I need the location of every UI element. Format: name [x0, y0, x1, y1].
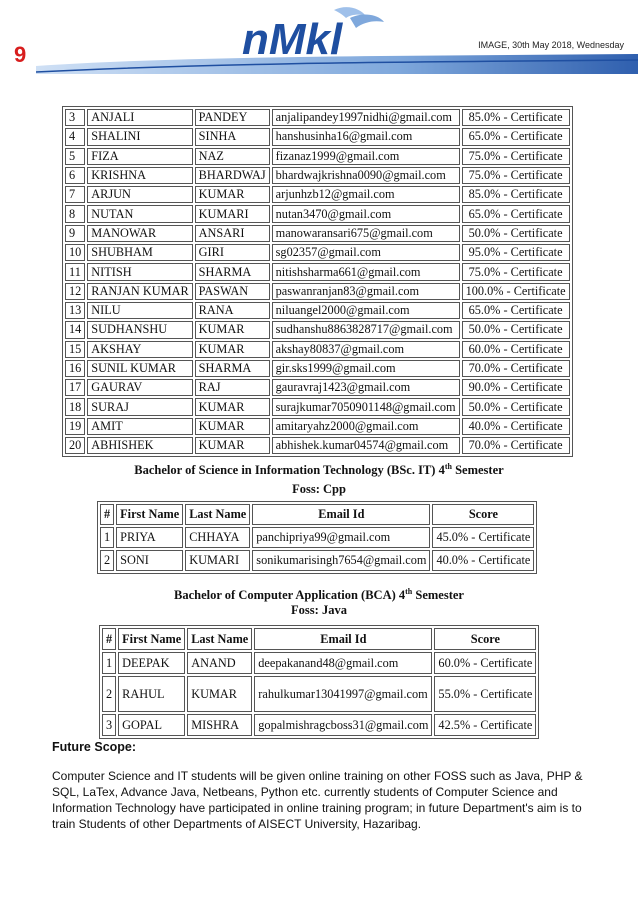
- last-name-cell: RAJ: [195, 379, 270, 396]
- bca-foss-label: Foss: Java: [291, 603, 347, 617]
- score-cell: 90.0% - Certificate: [462, 379, 570, 396]
- last-name-cell: ANSARI: [195, 225, 270, 242]
- email-cell: gauravraj1423@gmail.com: [272, 379, 460, 396]
- table-row: [65, 341, 570, 358]
- last-name-cell: KUMAR: [195, 398, 270, 415]
- email-cell: gir.sks1999@gmail.com: [272, 360, 460, 377]
- table-row: [65, 167, 570, 184]
- first-name-cell: DEEPAK: [118, 652, 185, 674]
- last-name-cell: SHARMA: [195, 360, 270, 377]
- row-number: 8: [65, 205, 85, 222]
- first-name-cell: SUNIL KUMAR: [87, 360, 192, 377]
- email-cell: hanshusinha16@gmail.com: [272, 128, 460, 145]
- first-name-cell: SURAJ: [87, 398, 192, 415]
- bscit-results-table: [97, 501, 537, 574]
- row-number: 6: [65, 167, 85, 184]
- score-cell: 55.0% - Certificate: [434, 676, 536, 712]
- first-name-cell: GAURAV: [87, 379, 192, 396]
- table-row: [65, 244, 570, 261]
- row-number: 2: [102, 676, 116, 712]
- table-row: [65, 418, 570, 435]
- row-number: 18: [65, 398, 85, 415]
- future-scope-heading: Future Scope:: [52, 740, 137, 754]
- score-cell: 70.0% - Certificate: [462, 437, 570, 454]
- score-cell: 70.0% - Certificate: [462, 360, 570, 377]
- last-name-cell: GIRI: [195, 244, 270, 261]
- score-cell: 40.0% - Certificate: [432, 550, 534, 571]
- score-cell: 60.0% - Certificate: [462, 341, 570, 358]
- column-header: #: [102, 628, 116, 650]
- bscit-section-title: Bachelor of Science in Information Technology (BSc. IT) 4th Semester: [134, 462, 504, 478]
- last-name-cell: KUMAR: [195, 321, 270, 338]
- row-number: 3: [102, 714, 116, 736]
- row-number: 4: [65, 128, 85, 145]
- first-name-cell: PRIYA: [116, 527, 183, 548]
- row-number: 3: [65, 109, 85, 126]
- column-header: Score: [432, 504, 534, 525]
- first-name-cell: FIZA: [87, 148, 192, 165]
- email-cell: rahulkumar13041997@gmail.com: [254, 676, 432, 712]
- score-cell: 65.0% - Certificate: [462, 205, 570, 222]
- score-cell: 75.0% - Certificate: [462, 263, 570, 280]
- column-header: Email Id: [254, 628, 432, 650]
- row-number: 20: [65, 437, 85, 454]
- row-number: 1: [102, 652, 116, 674]
- first-name-cell: RAHUL: [118, 676, 185, 712]
- email-cell: nitishsharma661@gmail.com: [272, 263, 460, 280]
- score-cell: 50.0% - Certificate: [462, 398, 570, 415]
- first-name-cell: RANJAN KUMAR: [87, 283, 192, 300]
- bca-results-table: [99, 625, 539, 739]
- column-header: First Name: [118, 628, 185, 650]
- email-cell: deepakanand48@gmail.com: [254, 652, 432, 674]
- first-name-cell: NILU: [87, 302, 192, 319]
- score-cell: 100.0% - Certificate: [462, 283, 570, 300]
- last-name-cell: BHARDWAJ: [195, 167, 270, 184]
- table-row: [65, 128, 570, 145]
- first-name-cell: KRISHNA: [87, 167, 192, 184]
- table-row: [100, 550, 534, 571]
- table-row: [100, 527, 534, 548]
- table-row: [65, 186, 570, 203]
- last-name-cell: CHHAYA: [185, 527, 250, 548]
- first-name-cell: ABHISHEK: [87, 437, 192, 454]
- last-name-cell: KUMARI: [185, 550, 250, 571]
- score-cell: 42.5% - Certificate: [434, 714, 536, 736]
- score-cell: 50.0% - Certificate: [462, 321, 570, 338]
- email-cell: arjunhzb12@gmail.com: [272, 186, 460, 203]
- table-row: [65, 148, 570, 165]
- email-cell: sudhanshu8863828717@gmail.com: [272, 321, 460, 338]
- last-name-cell: NAZ: [195, 148, 270, 165]
- row-number: 11: [65, 263, 85, 280]
- first-name-cell: NITISH: [87, 263, 192, 280]
- score-cell: 75.0% - Certificate: [462, 148, 570, 165]
- first-name-cell: GOPAL: [118, 714, 185, 736]
- table-header-row: [100, 504, 534, 525]
- last-name-cell: PASWAN: [195, 283, 270, 300]
- row-number: 12: [65, 283, 85, 300]
- score-cell: 85.0% - Certificate: [462, 186, 570, 203]
- row-number: 5: [65, 148, 85, 165]
- first-name-cell: SHUBHAM: [87, 244, 192, 261]
- last-name-cell: MISHRA: [187, 714, 252, 736]
- score-cell: 50.0% - Certificate: [462, 225, 570, 242]
- future-scope-text: Computer Science and IT students will be given online training on other FOSS such as Java, PHP & SQL, LaTex, Advance Java, Netbeans, Python etc. currently students of Computer Science and Information Technology have participated in online training program; in future Department's aim is to train Students of other Departments of AISECT University, Hazaribag.: [52, 769, 583, 831]
- newsletter-logo: [238, 4, 388, 68]
- column-header: Email Id: [252, 504, 430, 525]
- last-name-cell: KUMAR: [187, 676, 252, 712]
- email-cell: anjalipandey1997nidhi@gmail.com: [272, 109, 460, 126]
- last-name-cell: SINHA: [195, 128, 270, 145]
- score-cell: 45.0% - Certificate: [432, 527, 534, 548]
- row-number: 7: [65, 186, 85, 203]
- table-row: [65, 302, 570, 319]
- last-name-cell: RANA: [195, 302, 270, 319]
- email-cell: niluangel2000@gmail.com: [272, 302, 460, 319]
- score-cell: 40.0% - Certificate: [462, 418, 570, 435]
- table-row: [65, 398, 570, 415]
- table-row: [65, 283, 570, 300]
- first-name-cell: ANJALI: [87, 109, 192, 126]
- email-cell: nutan3470@gmail.com: [272, 205, 460, 222]
- score-cell: 75.0% - Certificate: [462, 167, 570, 184]
- email-cell: akshay80837@gmail.com: [272, 341, 460, 358]
- last-name-cell: KUMARI: [195, 205, 270, 222]
- last-name-cell: ANAND: [187, 652, 252, 674]
- email-cell: gopalmishragcboss31@gmail.com: [254, 714, 432, 736]
- row-number: 1: [100, 527, 114, 548]
- last-name-cell: KUMAR: [195, 418, 270, 435]
- email-cell: sonikumarisingh7654@gmail.com: [252, 550, 430, 571]
- email-cell: bhardwajkrishna0090@gmail.com: [272, 167, 460, 184]
- table-row: [65, 263, 570, 280]
- page-header: [0, 0, 638, 80]
- table-row: [65, 437, 570, 454]
- issue-date: IMAGE, 30th May 2018, Wednesday: [478, 40, 624, 50]
- table-row: [102, 676, 536, 712]
- score-cell: 60.0% - Certificate: [434, 652, 536, 674]
- table-row: [65, 379, 570, 396]
- column-header: First Name: [116, 504, 183, 525]
- email-cell: panchipriya99@gmail.com: [252, 527, 430, 548]
- row-number: 10: [65, 244, 85, 261]
- svg-text:nMkl: nMkl: [242, 15, 343, 64]
- column-header: #: [100, 504, 114, 525]
- table-row: [65, 225, 570, 242]
- column-header: Score: [434, 628, 536, 650]
- email-cell: fizanaz1999@gmail.com: [272, 148, 460, 165]
- column-header: Last Name: [187, 628, 252, 650]
- table-row: [102, 714, 536, 736]
- page-number: 9: [14, 42, 27, 67]
- row-number: 13: [65, 302, 85, 319]
- last-name-cell: KUMAR: [195, 341, 270, 358]
- last-name-cell: PANDEY: [195, 109, 270, 126]
- score-cell: 65.0% - Certificate: [462, 302, 570, 319]
- row-number: 17: [65, 379, 85, 396]
- table-row: [102, 652, 536, 674]
- row-number: 14: [65, 321, 85, 338]
- first-name-cell: NUTAN: [87, 205, 192, 222]
- email-cell: amitaryahz2000@gmail.com: [272, 418, 460, 435]
- first-name-cell: ARJUN: [87, 186, 192, 203]
- first-name-cell: AMIT: [87, 418, 192, 435]
- bca-section-title: Bachelor of Computer Application (BCA) 4th Semester: [174, 587, 464, 603]
- email-cell: paswanranjan83@gmail.com: [272, 283, 460, 300]
- first-name-cell: SHALINI: [87, 128, 192, 145]
- row-number: 16: [65, 360, 85, 377]
- bscit-foss-label: Foss: Cpp: [292, 482, 346, 496]
- row-number: 2: [100, 550, 114, 571]
- row-number: 15: [65, 341, 85, 358]
- table-row: [65, 321, 570, 338]
- table-row: [65, 205, 570, 222]
- score-cell: 85.0% - Certificate: [462, 109, 570, 126]
- last-name-cell: KUMAR: [195, 186, 270, 203]
- score-cell: 95.0% - Certificate: [462, 244, 570, 261]
- row-number: 19: [65, 418, 85, 435]
- table-row: [65, 109, 570, 126]
- first-name-cell: MANOWAR: [87, 225, 192, 242]
- email-cell: manowaransari675@gmail.com: [272, 225, 460, 242]
- email-cell: abhishek.kumar04574@gmail.com: [272, 437, 460, 454]
- email-cell: sg02357@gmail.com: [272, 244, 460, 261]
- email-cell: surajkumar7050901148@gmail.com: [272, 398, 460, 415]
- first-name-cell: SONI: [116, 550, 183, 571]
- score-cell: 65.0% - Certificate: [462, 128, 570, 145]
- first-name-cell: AKSHAY: [87, 341, 192, 358]
- last-name-cell: KUMAR: [195, 437, 270, 454]
- table-header-row: [102, 628, 536, 650]
- first-name-cell: SUDHANSHU: [87, 321, 192, 338]
- column-header: Last Name: [185, 504, 250, 525]
- row-number: 9: [65, 225, 85, 242]
- table-row: [65, 360, 570, 377]
- results-table-continued: [62, 106, 573, 457]
- last-name-cell: SHARMA: [195, 263, 270, 280]
